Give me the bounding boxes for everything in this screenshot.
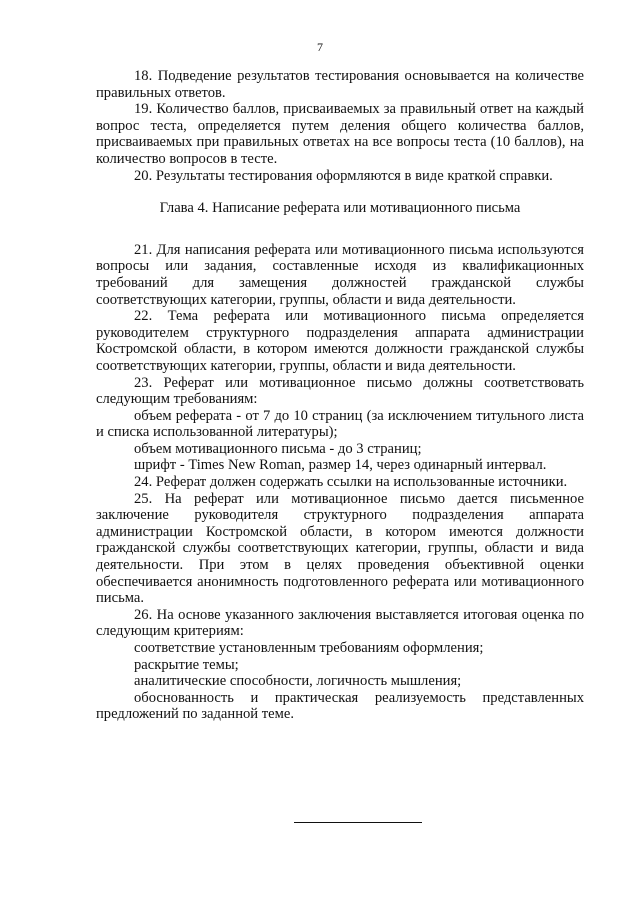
paragraph-21: 21. Для написания реферата или мотивационного письма используются вопросы или задания, составленные исходя из квалификационных требований для замещения должностей гражданской службы соответствующих категории, группы, области и вида деятельности. <box>96 241 584 308</box>
criterion-formatting: соответствие установленным требованиям оформления; <box>134 640 484 656</box>
paragraph-20: 20. Результаты тестирования оформляются в виде краткой справки. <box>134 167 553 184</box>
paragraph-25: 25. На реферат или мотивационное письмо дается письменное заключение руководителя структурного подразделения аппарата администрации Костромской области, в котором имеются должности гражданской службы соответствующих категории, группы, области и вида деятельности. При этом в целях проведения объективной оценки обеспечивается анонимность подготовленного реферата или мотивационного письма. <box>96 490 584 607</box>
criterion-analytics: аналитические способности, логичность мышления; <box>134 673 462 690</box>
paragraph-18: 18. Подведение результатов тестирования основывается на количестве правильных ответов. <box>96 68 584 101</box>
page-number: 7 <box>317 40 323 54</box>
end-divider-line <box>294 822 422 823</box>
paragraph-22: 22. Тема реферата или мотивационного письма определяется руководителем структурного подразделения аппарата администрации Костромской области, в котором имеются должности гражданской службы соответствующих категории, группы, области и вида деятельности. <box>96 308 584 374</box>
criterion-topic: раскрытие темы; <box>134 656 239 673</box>
requirement-volume-essay: объем реферата - от 7 до 10 страниц (за исключением титульного листа и списка использованной литературы); <box>96 407 584 441</box>
requirement-font: шрифт - Times New Roman, размер 14, через одинарный интервал. <box>134 457 547 474</box>
document-body <box>96 68 584 723</box>
paragraph-26: 26. На основе указанного заключения выставляется итоговая оценка по следующим критериям: <box>96 606 584 640</box>
requirement-volume-letter: объем мотивационного письма - до 3 страниц; <box>134 440 422 457</box>
criterion-feasibility: обоснованность и практическая реализуемость представленных предложений по заданной теме. <box>96 689 584 723</box>
paragraph-23: 23. Реферат или мотивационное письмо должны соответствовать следующим требованиям: <box>96 374 584 408</box>
paragraph-24: 24. Реферат должен содержать ссылки на использованные источники. <box>134 474 568 491</box>
chapter-heading: Глава 4. Написание реферата или мотивационного письма <box>159 200 521 217</box>
paragraph-19: 19. Количество баллов, присваиваемых за правильный ответ на каждый вопрос теста, определяется путем деления общего количества баллов, присваиваемых при правильных ответах на все вопросы теста (10 баллов), на количество вопросов в тесте. <box>96 101 584 167</box>
